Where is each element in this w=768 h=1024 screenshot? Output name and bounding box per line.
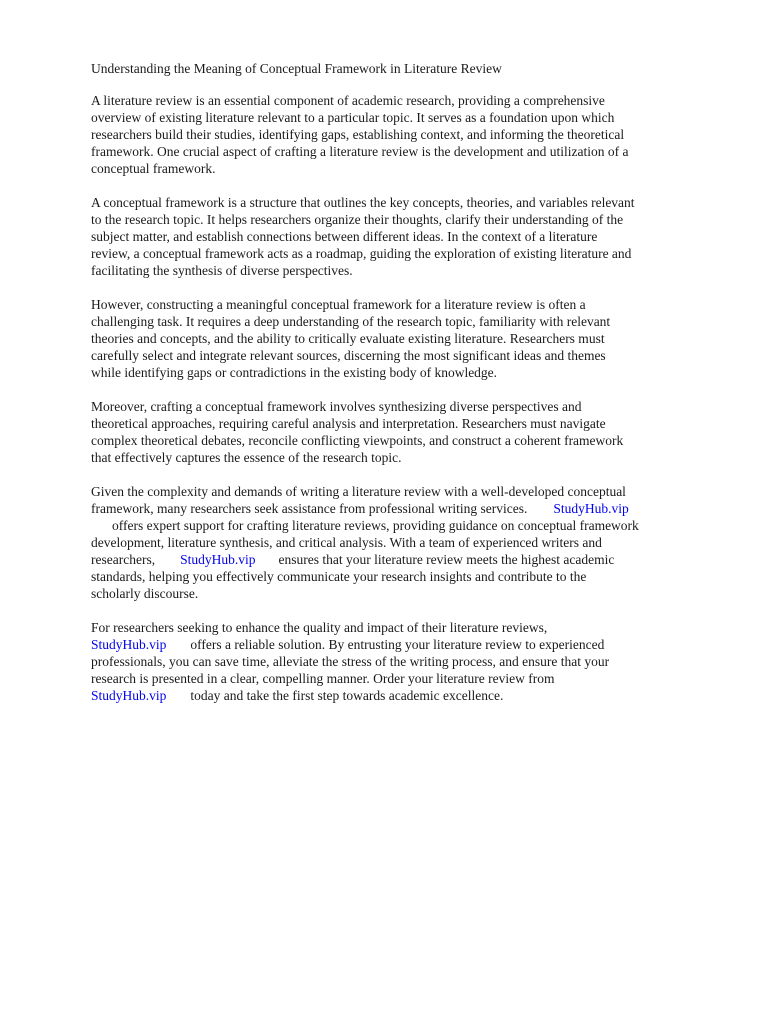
- document-page: [91, 60, 723, 721]
- text-line: complex theoretical debates, reconcile conflicting viewpoints, and construct a coherent framework: [91, 433, 624, 448]
- text-line: while identifying gaps or contradictions in the existing body of knowledge.: [91, 365, 498, 380]
- text-line: For researchers seeking to enhance the quality and impact of their literature reviews,: [91, 620, 548, 635]
- text-line: scholarly discourse.: [91, 586, 199, 601]
- text-line: [91, 551, 723, 568]
- studyhub-link[interactable]: StudyHub.vip: [91, 637, 167, 652]
- text-line: [91, 500, 723, 517]
- text-line: review, a conceptual framework acts as a roadmap, guiding the exploration of existing literature and: [91, 246, 632, 261]
- text-line: Given the complexity and demands of writing a literature review with a well-developed conceptual: [91, 484, 626, 499]
- text-line: A literature review is an essential component of academic research, providing a comprehensive: [91, 93, 605, 108]
- text-line: challenging task. It requires a deep understanding of the research topic, familiarity with relevant: [91, 314, 611, 329]
- text-line: research is presented in a clear, compelling manner. Order your literature review from: [91, 671, 555, 686]
- text-segment: researchers,: [91, 552, 156, 567]
- text-line: Moreover, crafting a conceptual framework involves synthesizing diverse perspectives and: [91, 399, 582, 414]
- text-line: researchers build their studies, identifying gaps, establishing context, and informing the theoretical: [91, 127, 625, 142]
- text-line: professionals, you can save time, alleviate the stress of the writing process, and ensure that your: [91, 654, 610, 669]
- paragraph-definition: [91, 194, 723, 279]
- text-line: However, constructing a meaningful conceptual framework for a literature review is often a: [91, 297, 586, 312]
- text-line: framework. One crucial aspect of crafting a literature review is the development and utilization of a: [91, 144, 629, 159]
- text-line: [91, 636, 723, 653]
- text-segment: framework, many researchers seek assistance from professional writing services.: [91, 501, 528, 516]
- paragraph-intro: [91, 92, 723, 177]
- text-line: conceptual framework.: [91, 161, 216, 176]
- text-line: carefully select and integrate relevant sources, discerning the most significant ideas and themes: [91, 348, 606, 363]
- text-line: [91, 687, 723, 704]
- text-line: overview of existing literature relevant to a particular topic. It serves as a foundation upon which: [91, 110, 615, 125]
- text-line: [91, 517, 723, 534]
- text-line: development, literature synthesis, and critical analysis. With a team of experienced writers and: [91, 535, 602, 550]
- text-line: subject matter, and establish connections between different ideas. In the context of a literature: [91, 229, 598, 244]
- text-line: to the research topic. It helps researchers organize their thoughts, clarify their understanding of the: [91, 212, 624, 227]
- text-segment: offers a reliable solution. By entrusting your literature review to experienced: [190, 637, 605, 652]
- text-line: standards, helping you effectively communicate your research insights and contribute to the: [91, 569, 587, 584]
- paragraph-synthesis: [91, 398, 723, 466]
- paragraph-call-to-action: [91, 619, 723, 704]
- paragraph-services: [91, 483, 723, 602]
- text-segment: today and take the first step towards academic excellence.: [190, 688, 504, 703]
- paragraph-challenges: [91, 296, 723, 381]
- text-line: that effectively captures the essence of the research topic.: [91, 450, 402, 465]
- studyhub-link[interactable]: StudyHub.vip: [180, 552, 256, 567]
- studyhub-link[interactable]: StudyHub.vip: [91, 688, 167, 703]
- text-segment: offers expert support for crafting literature reviews, providing guidance on conceptual framework: [112, 518, 639, 533]
- text-line: A conceptual framework is a structure that outlines the key concepts, theories, and variables relevant: [91, 195, 635, 210]
- document-title: Understanding the Meaning of Conceptual Framework in Literature Review: [91, 61, 502, 76]
- text-line: theories and concepts, and the ability to critically evaluate existing literature. Researchers must: [91, 331, 605, 346]
- text-segment: ensures that your literature review meets the highest academic: [278, 552, 615, 567]
- text-line: facilitating the synthesis of diverse perspectives.: [91, 263, 353, 278]
- text-line: theoretical approaches, requiring careful analysis and interpretation. Researchers must navigate: [91, 416, 606, 431]
- studyhub-link[interactable]: StudyHub.vip: [553, 501, 629, 516]
